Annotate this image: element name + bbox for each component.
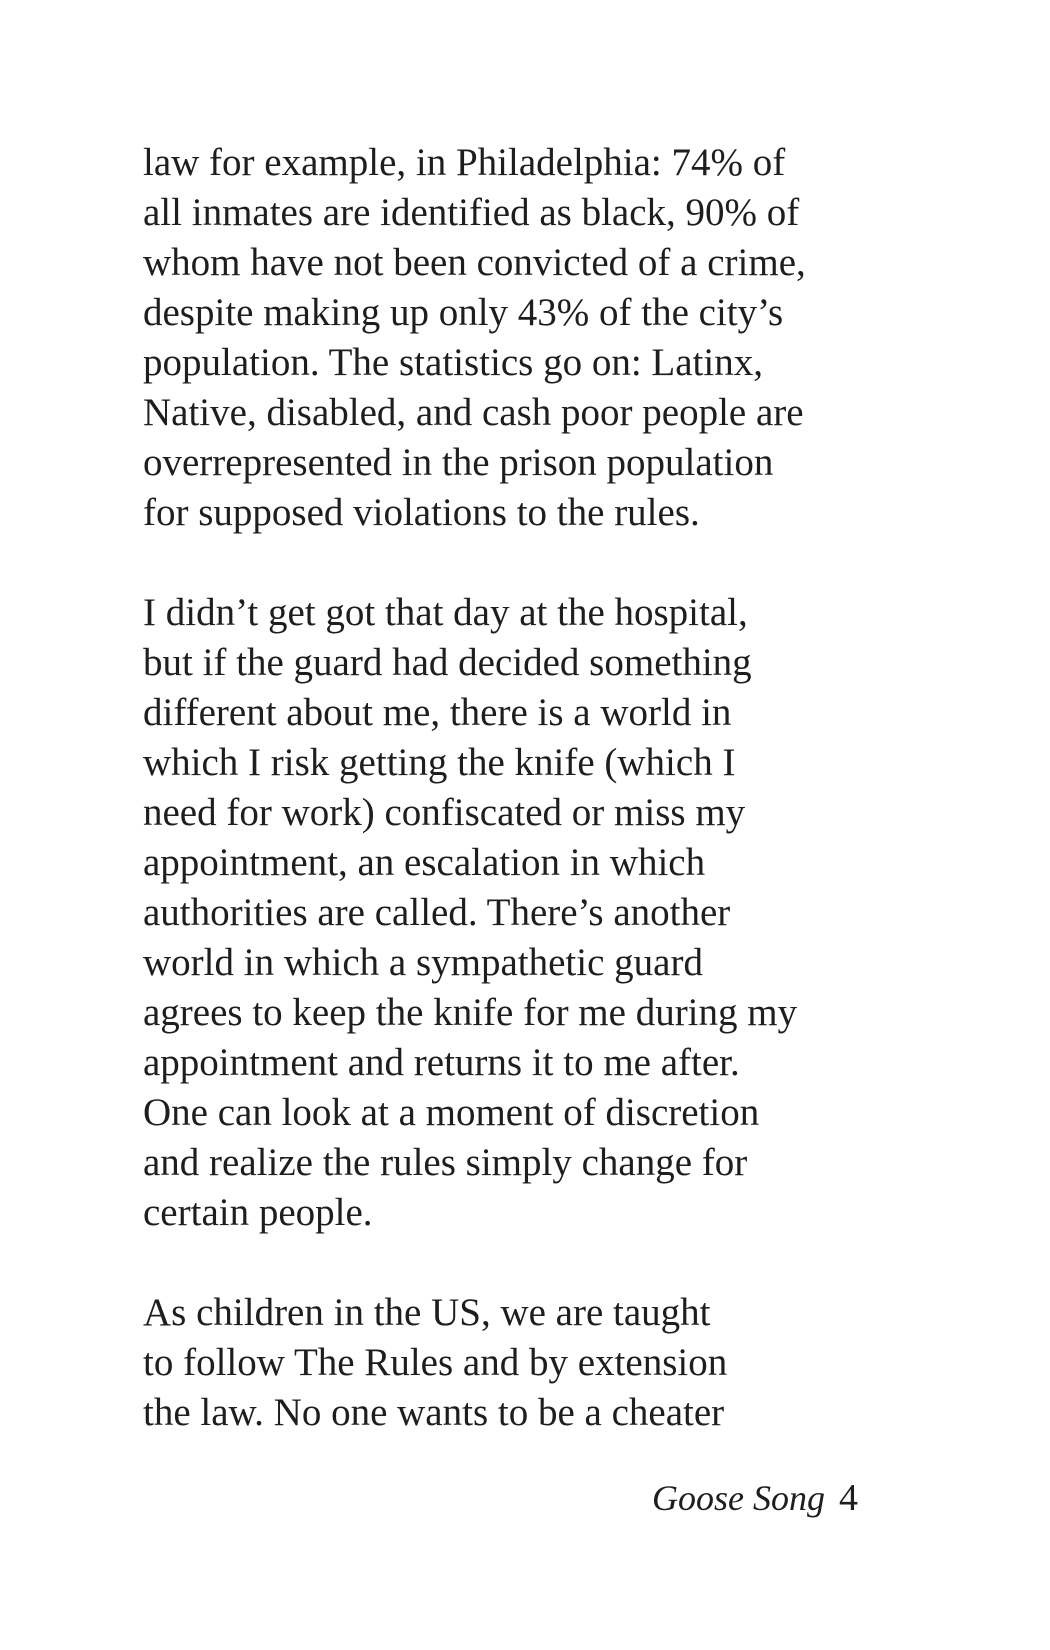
text-line: I didn’t get got that day at the hospital,: [143, 591, 748, 634]
text-line: the law. No one wants to be a cheater: [143, 1391, 725, 1434]
text-line: different about me, there is a world in: [143, 691, 732, 734]
text-line: population. The statistics go on: Latinx,: [143, 341, 763, 384]
paragraph-2: [143, 588, 903, 1238]
text-line: need for work) confiscated or miss my: [143, 791, 746, 834]
paragraph-3: [143, 1288, 903, 1438]
text-line: authorities are called. There’s another: [143, 891, 731, 934]
text-line: appointment and returns it to me after.: [143, 1041, 740, 1084]
text-line: which I risk getting the knife (which I: [143, 741, 736, 784]
text-line: overrepresented in the prison population: [143, 441, 774, 484]
text-line: but if the guard had decided something: [143, 641, 752, 684]
text-line: appointment, an escalation in which: [143, 841, 706, 884]
page-number: 4: [839, 1477, 858, 1519]
paragraph-1: [143, 138, 903, 538]
text-line: and realize the rules simply change for: [143, 1141, 748, 1184]
text-line: As children in the US, we are taught: [143, 1291, 711, 1334]
page-footer: [652, 1476, 858, 1520]
text-line: to follow The Rules and by extension: [143, 1341, 728, 1384]
body-text: [143, 138, 903, 1438]
text-line: Native, disabled, and cash poor people are: [143, 391, 804, 434]
text-line: certain people.: [143, 1191, 373, 1234]
text-line: world in which a sympathetic guard: [143, 941, 703, 984]
running-title: Goose Song: [652, 1478, 825, 1518]
text-line: for supposed violations to the rules.: [143, 491, 700, 534]
text-line: whom have not been convicted of a crime,: [143, 241, 806, 284]
text-line: all inmates are identified as black, 90% of: [143, 191, 800, 234]
text-line: One can look at a moment of discretion: [143, 1091, 760, 1134]
text-line: despite making up only 43% of the city’s: [143, 291, 784, 334]
text-line: agrees to keep the knife for me during my: [143, 991, 798, 1034]
text-line: law for example, in Philadelphia: 74% of: [143, 141, 786, 184]
